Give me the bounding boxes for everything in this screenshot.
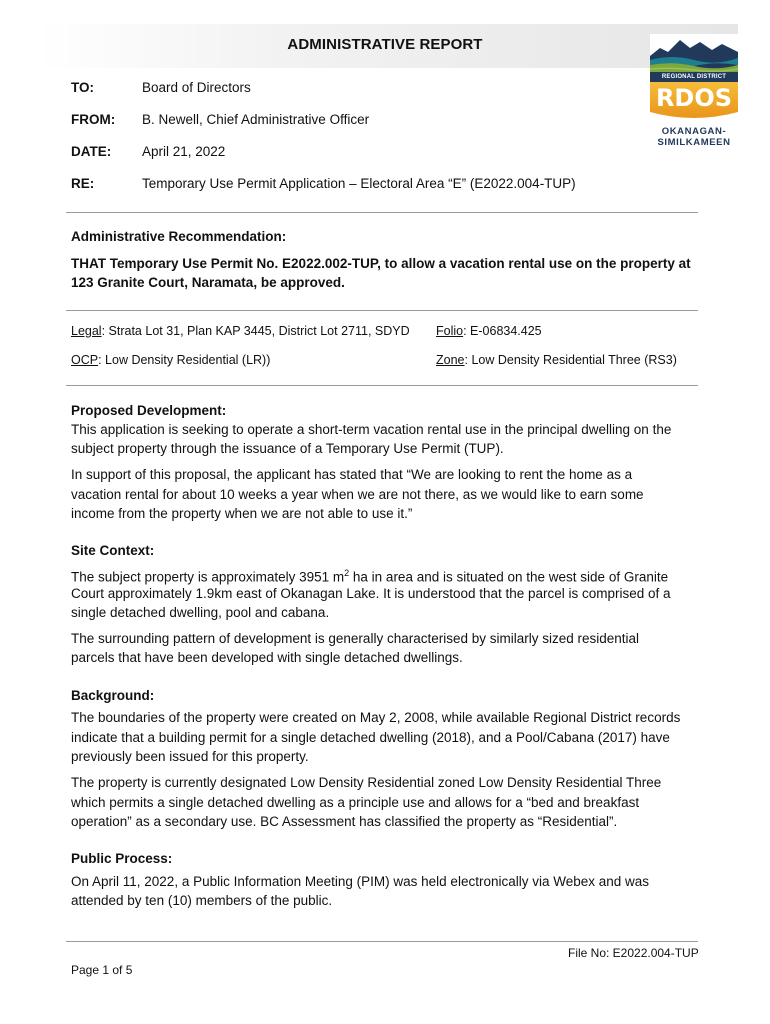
- legal-value: : Strata Lot 31, Plan KAP 3445, District Lot 2711, SDYD: [101, 324, 410, 338]
- site-heading: Site Context:: [71, 543, 155, 558]
- rdos-logo: [646, 34, 742, 154]
- background-p1-line3: previously been issued for this property.: [71, 749, 309, 764]
- to-value: Board of Directors: [142, 80, 251, 95]
- proposed-p1-line2: subject property through the issuance of a Temporary Use Permit (TUP).: [71, 441, 504, 456]
- recommendation-line2: 123 Granite Court, Naramata, be approved.: [71, 275, 345, 290]
- proposed-heading: Proposed Development:: [71, 403, 227, 418]
- zone-label: Zone: [436, 353, 465, 367]
- zone-field: [436, 353, 677, 367]
- recommendation-heading: Administrative Recommendation:: [71, 229, 287, 244]
- from-value: B. Newell, Chief Administrative Officer: [142, 112, 370, 127]
- date-label: DATE:: [71, 144, 112, 159]
- mountain-lake-icon: [650, 34, 738, 74]
- proposed-p2-line2: vacation rental for about 10 weeks a year when we are not there, as we would like to earn some: [71, 487, 644, 502]
- from-label: FROM:: [71, 112, 116, 127]
- re-value: Temporary Use Permit Application – Electoral Area “E” (E2022.004-TUP): [142, 176, 576, 191]
- site-p2-line2: parcels that have been developed with single detached dwellings.: [71, 650, 463, 665]
- re-label: RE:: [71, 176, 95, 191]
- proposed-p2-line1: In support of this proposal, the applicant has stated that “We are looking to rent the home as a: [71, 467, 633, 482]
- background-p2-line1: The property is currently designated Low Density Residential zoned Low Density Residential Three: [71, 775, 662, 790]
- legal-label: Legal: [71, 324, 102, 338]
- site-p1-line1-b: ha in area and is situated on the west side of Granite: [349, 569, 669, 585]
- public-p1-line1: On April 11, 2022, a Public Information Meeting (PIM) was held electronically via Webex and was: [71, 874, 650, 889]
- zone-value: : Low Density Residential Three (RS3): [464, 353, 677, 367]
- site-p1-line1-a: The subject property is approximately 3951 m: [71, 569, 345, 585]
- page-number: Page 1 of 5: [71, 963, 133, 977]
- footer-divider: [66, 941, 698, 942]
- file-number: File No: E2022.004-TUP: [568, 946, 699, 960]
- report-title: ADMINISTRATIVE REPORT: [287, 36, 483, 53]
- superscript-two: 2: [344, 568, 350, 578]
- logo-acronym: RDOS: [655, 84, 733, 112]
- folio-value: : E-06834.425: [463, 324, 542, 338]
- to-label: TO:: [71, 80, 94, 95]
- logo-band: REGIONAL DISTRICT: [650, 72, 738, 82]
- ocp-label: OCP: [71, 353, 99, 367]
- divider: [66, 212, 698, 213]
- ocp-field: [71, 353, 270, 367]
- background-p1-line2: indicate that a building permit for a single detached dwelling (2018), and a Pool/Cabana (2017) have: [71, 730, 670, 745]
- background-p2-line2: which permits a single detached dwelling as a principle use and allows for a “bed and breakfast: [71, 795, 640, 810]
- background-p2-line3: operation” as a secondary use. BC Assessment has classified the property as “Residential”.: [71, 814, 618, 829]
- public-heading: Public Process:: [71, 851, 173, 866]
- date-value: April 21, 2022: [142, 144, 226, 159]
- folio-field: [436, 324, 542, 338]
- proposed-p1-line1: This application is seeking to operate a short-term vacation rental use in the principal dwelling on the: [71, 422, 672, 437]
- folio-label: Folio: [436, 324, 464, 338]
- proposed-p2-line3: income from the property when we are not able to use it.”: [71, 506, 413, 521]
- recommendation-line1: THAT Temporary Use Permit No. E2022.002-TUP, to allow a vacation rental use on the property at: [71, 256, 691, 271]
- ocp-value: : Low Density Residential (LR)): [98, 353, 271, 367]
- background-p1-line1: The boundaries of the property were created on May 2, 2008, while available Regional District records: [71, 710, 681, 725]
- divider: [66, 385, 698, 386]
- background-heading: Background:: [71, 688, 155, 703]
- public-p1-line2: attended by ten (10) members of the public.: [71, 893, 333, 908]
- logo-name-line1: OKANAGAN-: [661, 126, 727, 137]
- logo-name: [646, 126, 742, 148]
- site-p1-line2: Court approximately 1.9km east of Okanagan Lake. It is understood that the parcel is comprised of a: [71, 586, 671, 601]
- legal-field: [71, 324, 410, 338]
- logo-name-line2: SIMILKAMEEN: [657, 137, 731, 148]
- site-p2-line1: The surrounding pattern of development is generally characterised by similarly sized residential: [71, 631, 640, 646]
- site-p1-line3: single detached dwelling, pool and cabana.: [71, 605, 330, 620]
- divider: [66, 310, 698, 311]
